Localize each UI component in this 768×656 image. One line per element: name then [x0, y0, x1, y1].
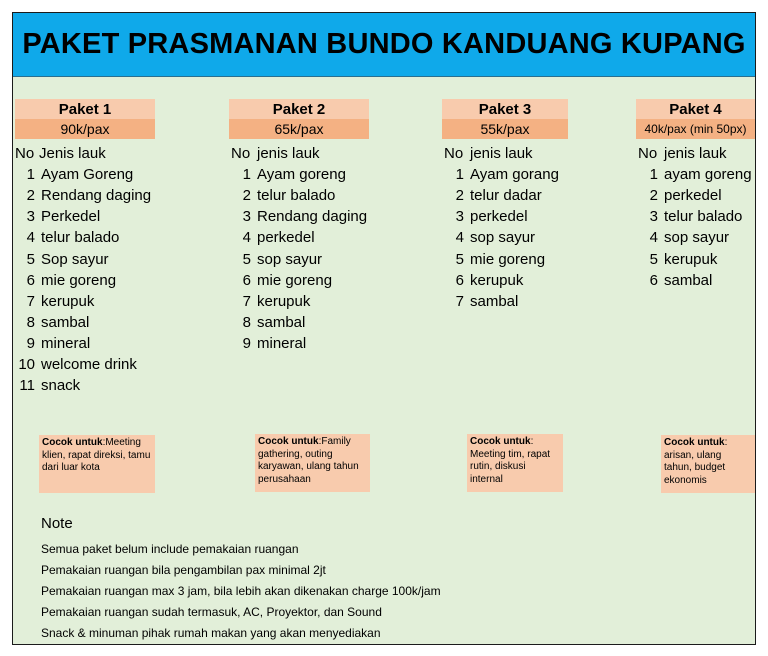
list-header: No jenis lauk — [231, 145, 320, 163]
list-header: No jenis lauk — [638, 145, 727, 163]
list-item: 1 Ayam Goreng — [26, 166, 134, 184]
list-item: 9 mineral — [242, 334, 307, 352]
note-line: Pemakaian ruangan max 3 jam, bila lebih akan dikenakan charge 100k/jam — [41, 583, 441, 598]
list-item: 8 sambal — [26, 313, 90, 331]
package-1-suitability: Cocok untuk:Meeting klien, rapat direksi, tamu dari luar kota — [39, 435, 155, 493]
package-3-header — [442, 99, 568, 139]
list-item: 4 sop sayur — [649, 229, 730, 247]
package-price: 55k/pax — [442, 119, 568, 139]
list-item: 10 welcome drink — [18, 355, 137, 373]
list-item: 4 telur balado — [26, 229, 120, 247]
list-header: No jenis lauk — [444, 145, 533, 163]
package-name: Paket 2 — [229, 99, 369, 119]
list-item: 4 sop sayur — [455, 229, 536, 247]
list-item: 7 kerupuk — [26, 292, 95, 310]
list-item: 2 telur balado — [242, 187, 336, 205]
list-item: 5 kerupuk — [649, 250, 718, 268]
package-2-header — [229, 99, 369, 139]
package-price: 90k/pax — [15, 119, 155, 139]
list-item: 5 mie goreng — [455, 250, 546, 268]
package-4-suitability: Cocok untuk: arisan, ulang tahun, budget ekonomis — [661, 435, 755, 493]
note-line: Semua paket belum include pemakaian ruangan — [41, 541, 299, 556]
package-2-suitability: Cocok untuk:Family gathering, outing karyawan, ulang tahun perusahaan — [255, 434, 370, 492]
menu-sheet — [12, 12, 756, 645]
list-item: 2 Rendang daging — [26, 187, 152, 205]
note-line: Pemakaian ruangan sudah termasuk, AC, Proyektor, dan Sound — [41, 604, 382, 619]
list-item: 6 kerupuk — [455, 271, 524, 289]
package-name: Paket 3 — [442, 99, 568, 119]
package-2-list — [231, 143, 367, 354]
list-item: 3 Perkedel — [26, 208, 101, 226]
list-item: 4 perkedel — [242, 229, 315, 247]
package-4-list — [638, 143, 752, 291]
title-banner — [13, 13, 755, 77]
list-item: 3 Rendang daging — [242, 208, 368, 226]
package-1-header — [15, 99, 155, 139]
list-item: 6 mie goreng — [26, 271, 117, 289]
list-item: 9 mineral — [26, 334, 91, 352]
list-item: 2 telur dadar — [455, 187, 542, 205]
list-item: 5 Sop sayur — [26, 250, 109, 268]
list-item: 8 sambal — [242, 313, 306, 331]
page-title: PAKET PRASMANAN BUNDO KANDUANG KUPANG — [22, 28, 746, 60]
note-line: Pemakaian ruangan bila pengambilan pax minimal 2jt — [41, 562, 326, 577]
note-list — [41, 538, 441, 643]
note-title: Note — [41, 515, 73, 532]
list-item: 6 mie goreng — [242, 271, 333, 289]
package-price: 65k/pax — [229, 119, 369, 139]
package-name: Paket 1 — [15, 99, 155, 119]
list-item: 3 telur balado — [649, 208, 743, 226]
note-line: Snack & minuman pihak rumah makan yang akan menyediakan — [41, 625, 381, 640]
list-item: 1 ayam goreng — [649, 166, 752, 184]
package-name: Paket 4 — [636, 99, 755, 119]
list-item: 11 snack — [19, 377, 81, 395]
list-item: 2 perkedel — [649, 187, 722, 205]
package-3-list — [444, 143, 559, 312]
list-item: 7 kerupuk — [242, 292, 311, 310]
list-item: 1 Ayam gorang — [455, 166, 559, 184]
list-item: 5 sop sayur — [242, 250, 323, 268]
list-item: 7 sambal — [455, 292, 519, 310]
package-1-list — [15, 143, 151, 396]
list-header: No Jenis lauk — [15, 145, 106, 163]
list-item: 6 sambal — [649, 271, 713, 289]
package-4-header — [636, 99, 755, 139]
package-price: 40k/pax (min 50px) — [636, 119, 755, 139]
list-item: 3 perkedel — [455, 208, 528, 226]
package-3-suitability: Cocok untuk: Meeting tim, rapat rutin, diskusi internal — [467, 434, 563, 492]
list-item: 1 Ayam goreng — [242, 166, 346, 184]
